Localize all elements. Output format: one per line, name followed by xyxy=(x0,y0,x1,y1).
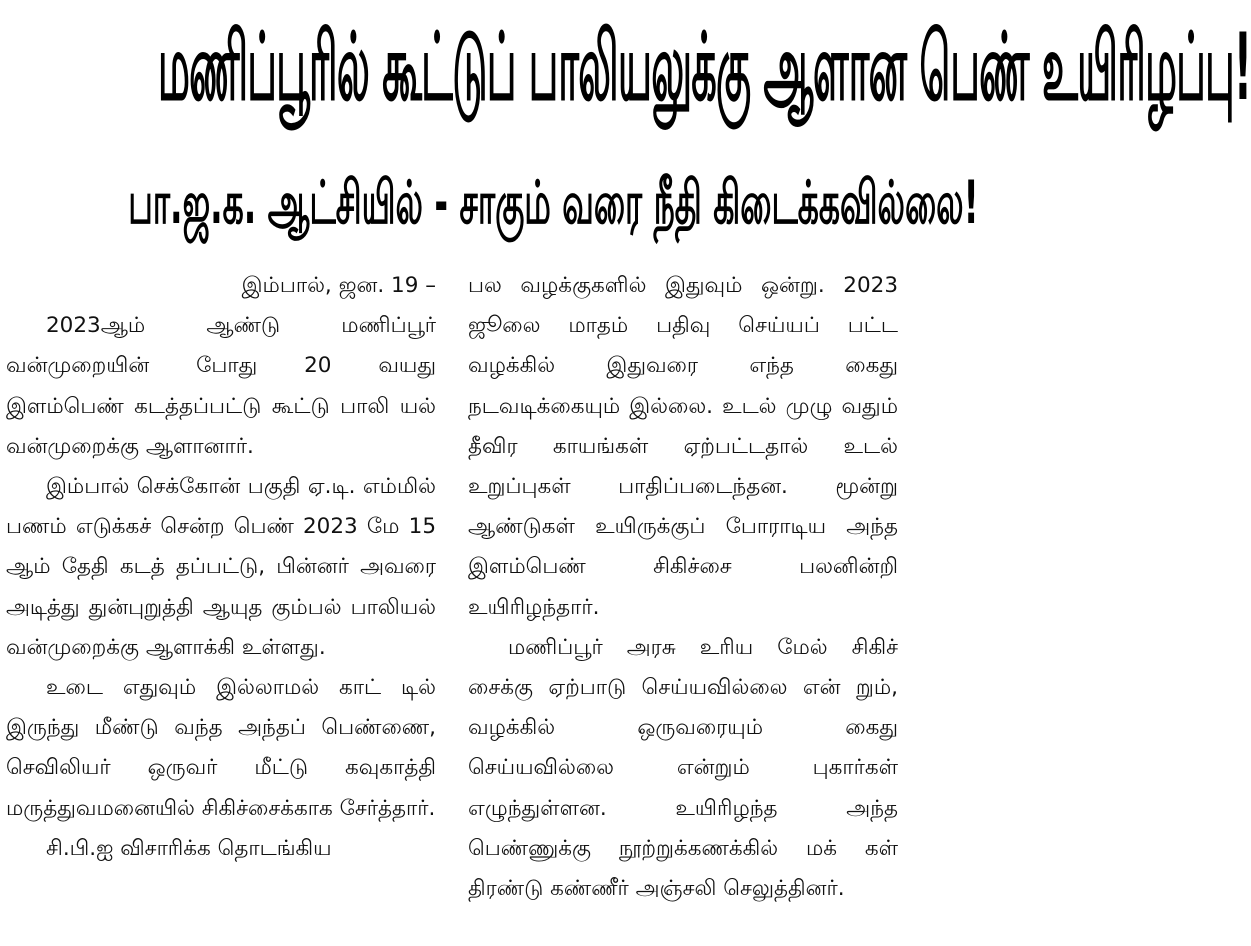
article-paragraph: இம்பால் செக்கோன் பகுதி ஏ.டி. எம்மில் பணம் எடுக்கச் சென்ற பெண் 2023 மே 15 ஆம் தேதி கடத் தப்பட்டு, பின்னர் அவரை அடித்து துன்புறுத்தி ஆயுத கும்பல் பாலியல் வன்முறைக்கு ஆளாக்கி உள்ளது. xyxy=(6,474,436,660)
article-paragraph: சி.பி.ஐ விசாரிக்க தொடங்கிய xyxy=(46,835,332,861)
article-paragraph: மணிப்பூர் அரசு உரிய மேல் சிகிச் சைக்கு ஏற்பாடு செய்யவில்லை என் றும், வழக்கில் ஒருவரையும் கைது செய்யவில்லை என்றும் புகார்கள் எழுந்துள்ளன. உயிரிழந்த அந்த பெண்ணுக்கு நூற்றுக்கணக்கில் மக் கள் திரண்டு கண்ணீர் அஞ்சலி செலுத்தினர். xyxy=(468,634,898,902)
article-paragraph: உடை எதுவும் இல்லாமல் காட் டில் இருந்து மீண்டு வந்த அந்தப் பெண்ணை, செவிலியர் ஒருவர் மீட்டு கவுகாத்தி மருத்துவமனையில் சிகிச்சைக்காக சேர்த்தார். xyxy=(6,675,436,821)
dateline: இம்பால், ஜன. 19 – xyxy=(241,273,436,298)
subheadline: பா.ஜ.க. ஆட்சியில் - சாகும் வரை நீதி கிடைக்கவில்லை! xyxy=(128,168,979,238)
article-paragraph: 2023ஆம் ஆண்டு மணிப்பூர் வன்முறையின் போது 20 வயது இளம்பெண் கடத்தப்பட்டு கூட்டு பாலி யல் வன்முறைக்கு ஆளானார். xyxy=(6,313,436,459)
article-paragraph: பல வழக்குகளில் இதுவும் ஒன்று. 2023 ஜூலை மாதம் பதிவு செய்யப் பட்ட வழக்கில் இதுவரை எந்த கைது நடவடிக்கையும் இல்லை. உடல் முழு வதும் தீவிர காயங்கள் ஏற்பட்டதால் உடல் உறுப்புகள் பாதிப்படைந்தன. மூன்று ஆண்டுகள் உயிருக்குப் போராடிய அந்த இளம்பெண் சிகிச்சை பலனின்றி உயிரிழந்தார். xyxy=(468,273,898,620)
article-column-left xyxy=(6,266,436,869)
article-column-right xyxy=(468,266,898,909)
headline: மணிப்பூரில் கூட்டுப் பாலியலுக்கு ஆளான பெண் உயிரிழப்பு! xyxy=(157,13,1251,123)
